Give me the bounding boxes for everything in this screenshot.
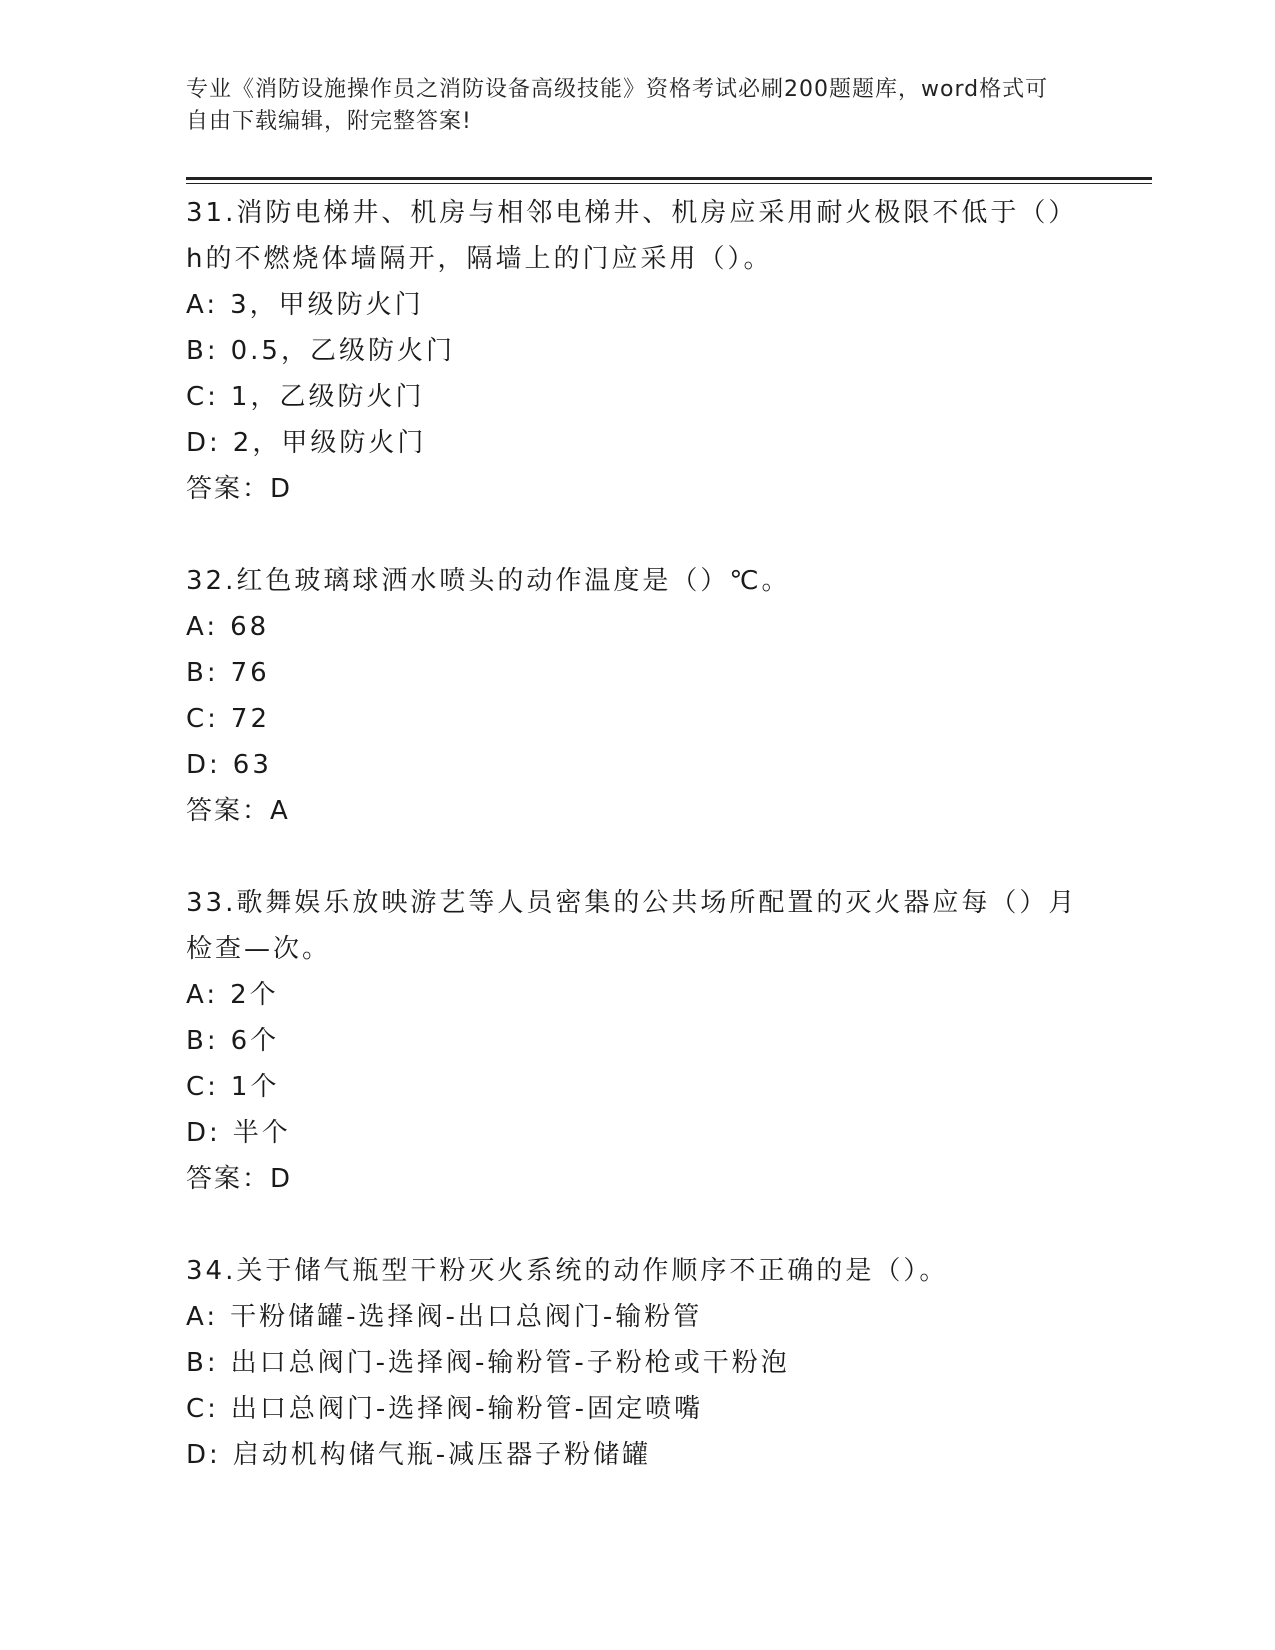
option-c (186, 1064, 1086, 1110)
option-text: 1，乙级防火门 (230, 382, 425, 412)
option-c (186, 696, 1086, 742)
option-letter: D: (186, 1440, 221, 1470)
option-b (186, 1018, 1086, 1064)
header-rule-thin (186, 183, 1152, 184)
option-letter: C: (186, 382, 219, 412)
question-34 (186, 1248, 1086, 1478)
option-d (186, 742, 1086, 788)
option-letter: B: (186, 1348, 219, 1378)
question-list (186, 190, 1086, 1524)
option-letter: D: (186, 1118, 221, 1148)
option-b (186, 1340, 1086, 1386)
option-text: 68 (230, 612, 270, 642)
option-d (186, 1432, 1086, 1478)
option-letter: D: (186, 750, 221, 780)
option-d (186, 420, 1086, 466)
option-text: 出口总阀门-选择阀-输粉管-子粉枪或干粉泡 (230, 1348, 790, 1378)
question-31 (186, 190, 1086, 512)
option-text: 76 (230, 658, 270, 688)
option-text: 63 (232, 750, 272, 780)
option-a (186, 1294, 1086, 1340)
option-letter: A: (186, 980, 219, 1010)
option-letter: C: (186, 704, 219, 734)
option-text: 2，甲级防火门 (232, 428, 427, 458)
option-a (186, 604, 1086, 650)
option-letter: A: (186, 612, 219, 642)
document-header: 专业《消防设施操作员之消防设备高级技能》资格考试必刷200题题库，word格式可自由下载编辑，附完整答案! (186, 77, 1049, 134)
option-letter: B: (186, 1026, 219, 1056)
answer-line: 答案：A (186, 796, 290, 826)
question-32 (186, 558, 1086, 834)
question-stem: 31.消防电梯井、机房与相邻电梯井、机房应采用耐火极限不低于（）h的不燃烧体墙隔开，隔墙上的门应采用（）。 (186, 198, 1078, 274)
option-c (186, 1386, 1086, 1432)
option-text: 干粉储罐-选择阀-出口总阀门-输粉管 (230, 1302, 703, 1332)
option-a (186, 972, 1086, 1018)
answer-line: 答案：D (186, 1164, 293, 1194)
answer-line: 答案：D (186, 474, 293, 504)
option-a (186, 282, 1086, 328)
option-d (186, 1110, 1086, 1156)
option-text: 2个 (230, 980, 279, 1010)
option-text: 0.5，乙级防火门 (230, 336, 455, 366)
option-text: 6个 (230, 1026, 280, 1056)
option-c (186, 374, 1086, 420)
option-letter: A: (186, 1302, 219, 1332)
option-text: 启动机构储气瓶-减压器子粉储罐 (232, 1440, 652, 1470)
question-stem: 33.歌舞娱乐放映游艺等人员密集的公共场所配置的灭火器应每（）月检查—次。 (186, 888, 1078, 964)
question-stem: 32.红色玻璃球洒水喷头的动作温度是（）℃。 (186, 566, 791, 596)
option-letter: B: (186, 336, 219, 366)
option-letter: C: (186, 1072, 219, 1102)
option-letter: C: (186, 1394, 219, 1424)
option-text: 1个 (230, 1072, 280, 1102)
option-text: 3，甲级防火门 (230, 290, 424, 320)
option-letter: D: (186, 428, 221, 458)
option-b (186, 328, 1086, 374)
option-text: 半个 (232, 1118, 291, 1148)
question-stem: 34.关于储气瓶型干粉灭火系统的动作顺序不正确的是（）。 (186, 1256, 949, 1286)
option-letter: A: (186, 290, 219, 320)
option-b (186, 650, 1086, 696)
option-text: 72 (230, 704, 271, 734)
option-letter: B: (186, 658, 219, 688)
option-text: 出口总阀门-选择阀-输粉管-固定喷嘴 (230, 1394, 704, 1424)
header-rule-thick (186, 177, 1152, 180)
question-33 (186, 880, 1086, 1202)
